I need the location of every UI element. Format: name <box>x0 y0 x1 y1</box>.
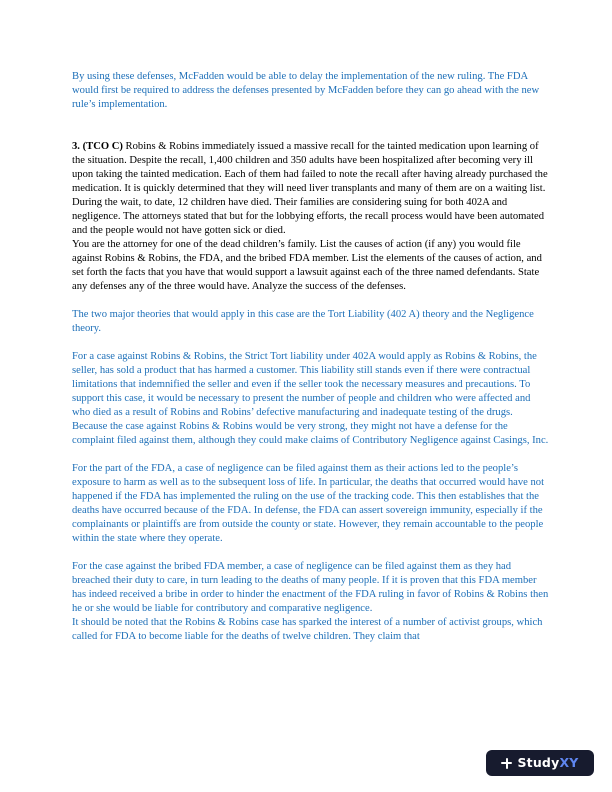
plus-icon <box>501 758 512 769</box>
studyxy-watermark-badge[interactable] <box>486 750 594 776</box>
answer-paragraph-fda-member: For the case against the bribed FDA member, a case of negligence can be filed against them as they had breached their duty to care, in turn leading to the deaths of many people. If it is proven that this FDA member has indeed received a bribe in order to hinder the enactment of the FDA ruling in favor of Robins & Robins then he or she would be liable for contributory and comparative negligence. <box>72 561 549 614</box>
question-paragraph <box>72 140 550 238</box>
brand-accent-text: XY <box>559 755 579 770</box>
question-label: 3. (TCO C) <box>72 141 123 152</box>
question-text: Robins & Robins immediately issued a massive recall for the tainted medication upon learning of the situation. Despite the recall, 1,400 children and 350 adults have been hospitalized after becoming very ill upon taking the tainted medication. Each of them had failed to note the recall after having already purchased the medication. It is quickly determined that they will need liver transplants and many of them are on a waiting list. During the wait, to date, 12 children have died. Their families are considering suing for both 402A and negligence. The attorneys stated that but for the lobbying efforts, the recall process would have been automated and the people would not have gotten sick or died. <box>72 141 548 236</box>
answer-paragraph-robins: For a case against Robins & Robins, the Strict Tort liability under 402A would apply as Robins & Robins, the seller, has sold a product that has harmed a customer. This liability still stands even if there were contractual limitations that indemnified the seller and even if the seller took the necessary measures and precautions. To support this case, it would be necessary to present the number of people and children who were affected and who died as a result of Robins and Robins’ defective manufacturing and inadequate testing of the drugs. Because the case against Robins & Robins would be very strong, they might not have a defense for the complaint filed against them, although they could make claims of Contributory Negligence against Casings, Inc. <box>72 351 549 446</box>
answer-paragraph-fda: For the part of the FDA, a case of negligence can be filed against them as their actions led to the people’s exposure to harm as well as to the subsequent loss of life. In particular, the deaths that occurred would have not happened if the FDA has implemented the ruling on the use of the tracking code. This then establishes that the deaths have occurred because of the FDA. In defense, the FDA can assert sovereign immunity, especially if the complainants or plaintiffs are from outside the county or state. However, they remain accountable to the people within the state where they operate. <box>72 463 545 544</box>
intro-answer-paragraph: By using these defenses, McFadden would be able to delay the implementation of the new ruling. The FDA would first be required to address the defenses presented by McFadden before they can go ahead with the new rule’s implementation. <box>72 71 540 110</box>
brand-main-text: Study <box>517 755 560 770</box>
document-page <box>72 70 550 644</box>
answer-paragraph-activists: It should be noted that the Robins & Robins case has sparked the interest of a number of activist groups, which called for FDA to become liable for the deaths of twelve children. They claim that <box>72 617 543 642</box>
question-prompt-paragraph: You are the attorney for one of the dead children’s family. List the causes of action (if any) you would file against Robins & Robins, the FDA, and the bribed FDA member. List the elements of the causes of action, and set forth the facts that you have that would support a lawsuit against each of the three named defendants. State any defenses any of the three would have. Analyze the success of the defenses. <box>72 239 542 292</box>
brand-name <box>517 750 578 776</box>
answer-paragraph-theories: The two major theories that would apply in this case are the Tort Liability (402 A) theory and the Negligence theory. <box>72 309 534 334</box>
